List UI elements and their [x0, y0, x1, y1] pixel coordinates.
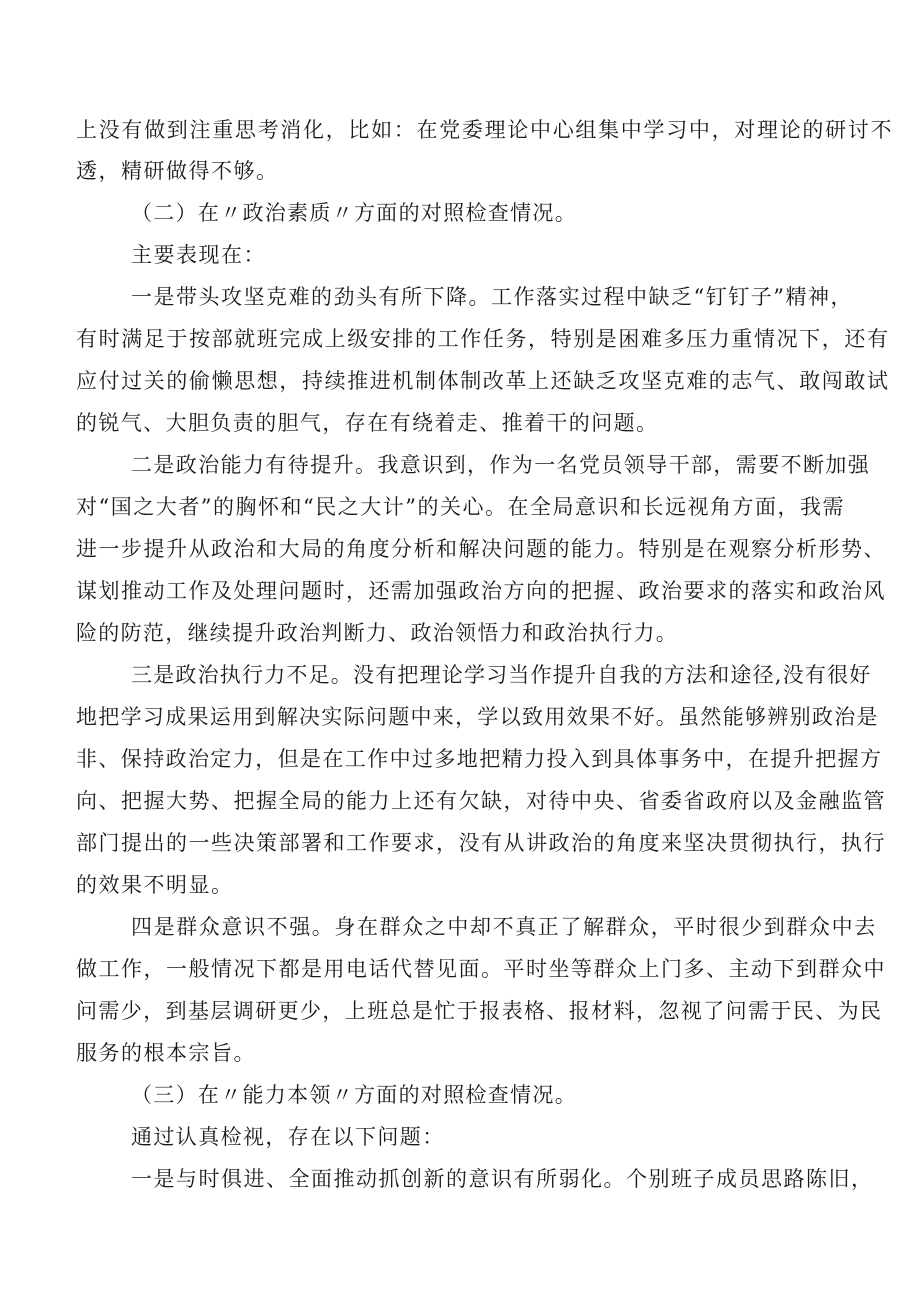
text-line: 地把学习成果运用到解决实际问题中来，学以致用效果不好。虽然能够辨别政治是 [76, 705, 879, 729]
text-line: 主要表现在： [131, 243, 266, 267]
text-line: 谋划推动工作及处理问题时，还需加强政治方向的把握、政治要求的落实和政治风 [76, 579, 886, 603]
text-line: 进一步提升从政治和大局的角度分析和解决问题的能力。特别是在观察分析形势、 [76, 537, 886, 561]
text-line: 非、保持政治定力，但是在工作中过多地把精力投入到具体事务中，在提升把握方 [76, 747, 883, 771]
text-line: 的锐气、大胆负责的胆气，存在有绕着走、推着干的问题。 [76, 411, 659, 435]
text-line: 险的防范，继续提升政治判断力、政治领悟力和政治执行力。 [76, 621, 679, 645]
text-line: 四是群众意识不强。身在群众之中却不真正了解群众，平时很少到群众中去 [131, 915, 877, 939]
text-line: 的效果不明显。 [76, 873, 234, 897]
text-line: 向、把握大势、把握全局的能力上还有欠缺，对待中央、省委省政府以及金融监管 [76, 789, 886, 813]
text-line: 部门提出的一些决策部署和工作要求，没有从讲政治的角度来坚决贯彻执行，执行 [76, 831, 886, 855]
section-heading: （三）在〃能力本领〃方面的对照检查情况。 [131, 1083, 577, 1107]
text-line: 三是政治执行力不足。没有把理论学习当作提升自我的方法和途径,没有很好 [131, 663, 872, 687]
text-line: 一是带头攻坚克难的劲头有所下降。工作落实过程中缺乏“钉钉子”精神， [131, 285, 853, 309]
section-heading: （二）在〃政治素质〃方面的对照检查情况。 [131, 201, 577, 225]
text-line: 服务的根本宗旨。 [76, 1041, 256, 1065]
text-line: 透，精研做得不够。 [76, 159, 279, 183]
text-line: 对“国之大者”的胸怀和“民之大计”的关心。在全局意识和长远视角方面，我需 [76, 495, 845, 519]
text-line: 通过认真检视，存在以下问题： [131, 1125, 445, 1149]
text-line: 上没有做到注重思考消化，比如：在党委理论中心组集中学习中，对理论的研讨不 [76, 118, 894, 142]
text-line: 问需少，到基层调研更少，上班总是忙于报表格、报材料，忽视了问需于民、为民 [76, 999, 883, 1023]
text-line: 做工作，一般情况下都是用电话代替见面。平时坐等群众上门多、主动下到群众中 [76, 957, 886, 981]
text-line: 二是政治能力有待提升。我意识到，作为一名党员领导干部，需要不断加强 [131, 453, 871, 477]
text-line: 应付过关的偷懒思想，持续推进机制体制改革上还缺乏攻坚克难的志气、敢闯敢试 [76, 369, 890, 393]
text-line: 有时满足于按部就班完成上级安排的工作任务，特别是困难多压力重情况下，还有 [76, 327, 890, 351]
text-line: 一是与时俱进、全面推动抓创新的意识有所弱化。个别班子成员思路陈旧， [131, 1167, 874, 1191]
